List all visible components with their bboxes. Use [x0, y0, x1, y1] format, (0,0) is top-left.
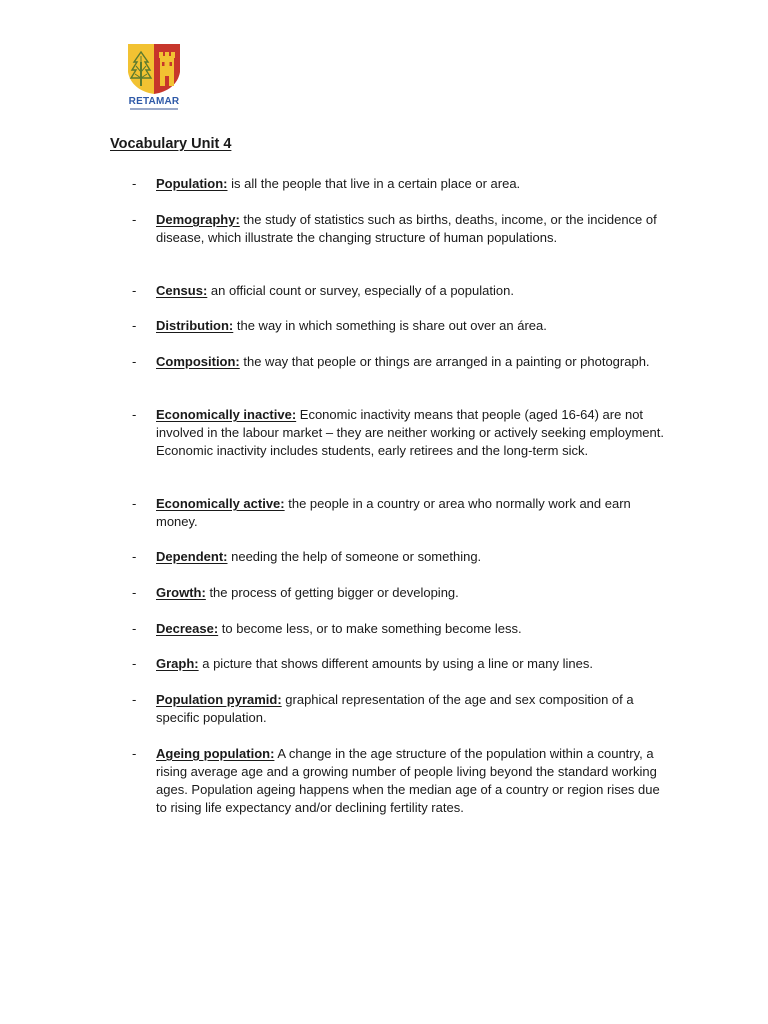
bullet-dash: -: [132, 585, 137, 600]
vocab-definition: the study of statistics such as births, deaths, income, or the incidence of disease, which illustrate the changing structure of human populations.: [156, 212, 657, 245]
logo-text: RETAMAR: [128, 96, 180, 107]
vocab-term: Graph:: [156, 656, 199, 671]
bullet-dash: -: [132, 407, 137, 422]
bullet-dash: -: [132, 354, 137, 369]
bullet-dash: -: [132, 621, 137, 636]
vocab-definition: graphical representation of the age and sex composition of a specific population.: [156, 692, 634, 725]
vocab-entry: [156, 691, 664, 727]
bullet-dash: -: [132, 176, 137, 191]
vocab-definition: the way in which something is share out over an área.: [233, 318, 547, 333]
vocab-entry: [156, 584, 664, 602]
vocab-entry: [156, 620, 664, 638]
vocab-term: Economically inactive:: [156, 407, 297, 422]
vocab-term: Composition:: [156, 354, 240, 369]
retamar-logo: [124, 42, 184, 112]
bullet-dash: -: [132, 692, 137, 707]
vocab-term: Demography:: [156, 212, 240, 227]
vocab-definition: Economic inactivity means that people (aged 16-64) are not involved in the labour market – they are neither working or actively seeking employment. Economic inactivity includes students, early retirees and the long-term sick.: [156, 407, 664, 458]
vocab-entry: [156, 282, 664, 300]
vocab-definition: to become less, or to make something become less.: [218, 621, 522, 636]
vocab-entry: [156, 317, 664, 335]
logo-tagline-line: [130, 108, 178, 110]
vocab-definition: is all the people that live in a certain place or area.: [227, 176, 521, 191]
document-title: Vocabulary Unit 4: [110, 136, 232, 152]
vocab-definition: the people in a country or area who normally work and earn money.: [156, 496, 631, 529]
vocab-term: Census:: [156, 283, 208, 298]
shield-icon: [124, 42, 184, 96]
vocab-term: Economically active:: [156, 496, 285, 511]
vocab-definition: the process of getting bigger or developing.: [205, 585, 459, 600]
vocab-entry: [156, 211, 664, 247]
vocab-entry: [156, 745, 664, 817]
vocab-entry: [156, 548, 664, 566]
vocab-definition: an official count or survey, especially of a population.: [207, 283, 514, 298]
vocab-term: Dependent:: [156, 549, 228, 564]
vocab-definition: the way that people or things are arranged in a painting or photograph.: [239, 354, 650, 369]
bullet-dash: -: [132, 656, 137, 671]
vocab-definition: A change in the age structure of the population within a country, a rising average age and a growing number of people living beyond the standard working ages. Population ageing happens when the median age of a country or region rises due to rising life expectancy and/or declining fertility rates.: [156, 746, 660, 815]
vocab-term: Decrease:: [156, 621, 219, 636]
vocab-entry: [156, 353, 664, 371]
vocab-term: Population:: [156, 176, 228, 191]
bullet-dash: -: [132, 496, 137, 511]
vocab-term: Population pyramid:: [156, 692, 282, 707]
bullet-dash: -: [132, 212, 137, 227]
vocab-entry: [156, 406, 664, 460]
vocab-entry: [156, 495, 664, 531]
vocab-term: Distribution:: [156, 318, 234, 333]
vocab-term: Growth:: [156, 585, 206, 600]
vocab-definition: a picture that shows different amounts by using a line or many lines.: [198, 656, 593, 671]
vocab-term: Ageing population:: [156, 746, 275, 761]
bullet-dash: -: [132, 318, 137, 333]
vocab-entry: [156, 655, 664, 673]
bullet-dash: -: [132, 549, 137, 564]
bullet-dash: -: [132, 283, 137, 298]
vocab-entry: [156, 175, 664, 193]
vocab-definition: needing the help of someone or something.: [227, 549, 482, 564]
bullet-dash: -: [132, 746, 137, 761]
